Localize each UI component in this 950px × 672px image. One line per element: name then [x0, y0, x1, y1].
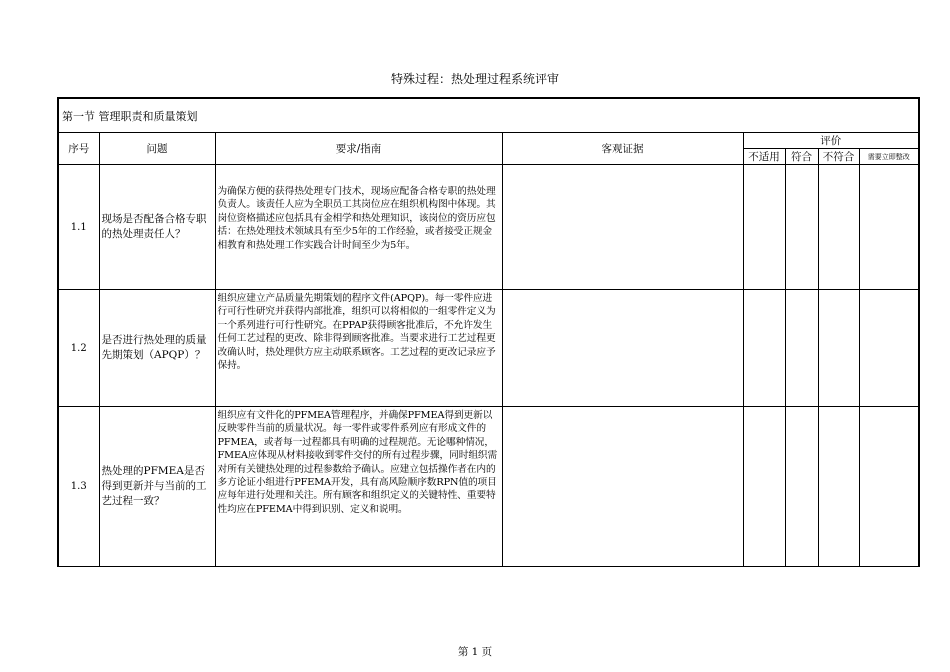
- row-question: 热处理的PFMEA是否得到更新并与当前的工艺过程一致？: [99, 407, 215, 567]
- conform-cell[interactable]: [785, 407, 818, 567]
- header-conform: 符合: [785, 149, 818, 165]
- rectify-cell[interactable]: [859, 165, 919, 290]
- table-row: [58, 165, 919, 290]
- na-cell[interactable]: [743, 290, 785, 407]
- row-requirement: 组织应建立产品质量先期策划的程序文件(APQP)。每一零件应进行可行性研究并获得内部批准，组织可以将相似的一组零件定义为一个系列进行可行性研究。在PPAP获得顾客批准后，不允许发生任何工艺过程的更改、除非得到顾客批准。当要求进行工艺过程更改确认时，热处理供方应主动联系顾客。工艺过程的更改记录应予保持。: [215, 290, 502, 407]
- header-evidence: 客观证据: [502, 133, 743, 165]
- na-cell[interactable]: [743, 165, 785, 290]
- evidence-cell[interactable]: [502, 407, 743, 567]
- row-number: 1.3: [58, 407, 99, 567]
- header-evaluation: 评价: [743, 133, 919, 149]
- conform-cell[interactable]: [785, 165, 818, 290]
- table-row: [58, 290, 919, 407]
- header-requirement: 要求/指南: [215, 133, 502, 165]
- section-heading: 第一节 管理职责和质量策划: [58, 98, 919, 133]
- page-title: 特殊过程：热处理过程系统评审: [390, 72, 559, 86]
- header-question: 问题: [99, 133, 215, 165]
- nonconform-cell[interactable]: [818, 407, 859, 567]
- na-cell[interactable]: [743, 407, 785, 567]
- page-number: 第 1 页: [457, 646, 493, 658]
- review-table: [57, 97, 920, 567]
- evidence-cell[interactable]: [502, 290, 743, 407]
- evidence-cell[interactable]: [502, 165, 743, 290]
- row-requirement: 组织应有文件化的PFMEA管理程序，并确保PFMEA得到更新以反映零件当前的质量状况。每一零件或零件系列应有形成文件的PFMEA，或者每一过程都具有明确的过程规范。无论哪种情况，FMEA应体现从材料接收到零件交付的所有过程步骤，同时组织需对所有关键热处理的过程参数给予确认。应建立包括操作者在内的多方论证小组进行PFEMA开发，具有高风险顺序数RPN值的项目应每年进行处理和关注。所有顾客和组织定义的关键特性、重要特性均应在PFEMA中得到识别、定义和说明。: [215, 407, 502, 567]
- header-no: 序号: [58, 133, 99, 165]
- table-row: [58, 407, 919, 567]
- rectify-cell[interactable]: [859, 290, 919, 407]
- nonconform-cell[interactable]: [818, 165, 859, 290]
- header-rectify: 需要立即整改: [859, 149, 919, 165]
- header-nonconform: 不符合: [818, 149, 859, 165]
- nonconform-cell[interactable]: [818, 290, 859, 407]
- row-requirement: 为确保方便的获得热处理专门技术，现场应配备合格专职的热处理负责人。该责任人应为全职员工其岗位应在组织机构图中体现。其岗位资格描述应包括具有金相学和热处理知识，该岗位的资历应包括：在热处理技术领域具有至少5年的工作经验，或者接受正规金相教育和热处理工作实践合计时间至少为5年。: [215, 165, 502, 290]
- row-question: 现场是否配备合格专职的热处理责任人？: [99, 165, 215, 290]
- row-question: 是否进行热处理的质量先期策划（APQP）？: [99, 290, 215, 407]
- rectify-cell[interactable]: [859, 407, 919, 567]
- row-number: 1.2: [58, 290, 99, 407]
- row-number: 1.1: [58, 165, 99, 290]
- conform-cell[interactable]: [785, 290, 818, 407]
- header-na: 不适用: [743, 149, 785, 165]
